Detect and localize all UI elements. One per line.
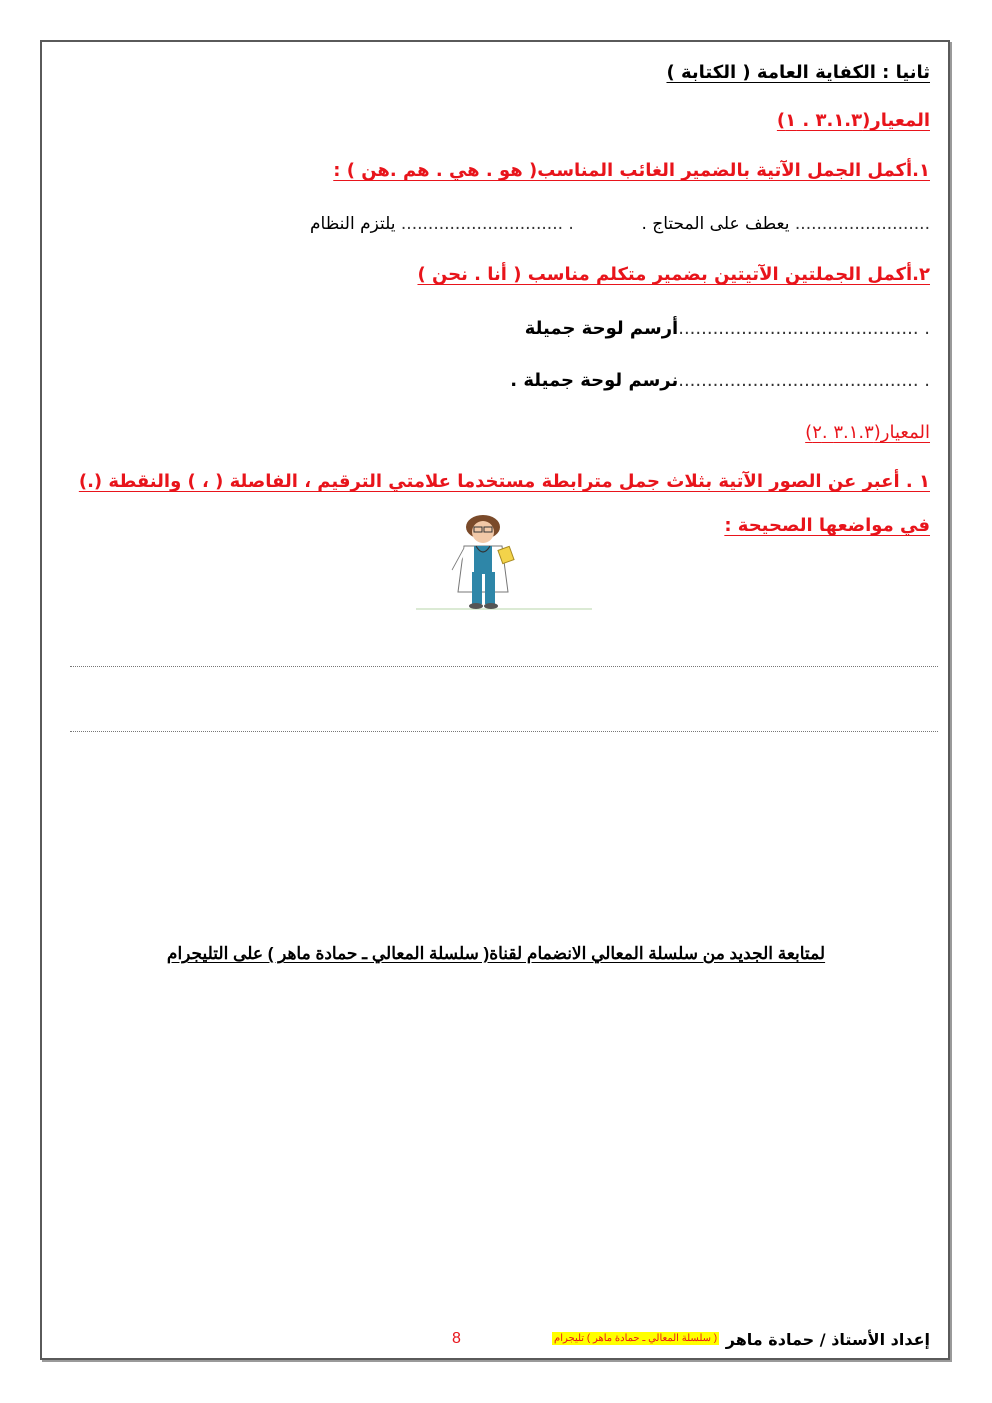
answer-1-row xyxy=(310,214,930,234)
sentence-2 xyxy=(510,370,930,391)
question-3-line-1: ١ . أعبر عن الصور الآتية بثلاث جمل مترابطة مستخدما علامتي الترقيم ، الفاصلة ( ، ) والنقطة (.) xyxy=(78,471,930,492)
section-title: ثانيا : الكفاية العامة ( الكتابة ) xyxy=(666,62,930,83)
criterion-1: المعيار(٣.١.٣ . ١) xyxy=(776,110,930,131)
sentence-1 xyxy=(525,318,930,339)
footer-author: إعداد الأستاذ / حمادة ماهر xyxy=(725,1330,930,1349)
answer-1a-text: يعطف على المحتاج . xyxy=(641,214,790,234)
answer-1-part-b xyxy=(310,214,574,234)
doctor-illustration xyxy=(416,512,594,612)
page-border xyxy=(40,40,950,1360)
blank-1a: ......................... xyxy=(794,214,930,234)
page-number: 8 xyxy=(452,1330,461,1347)
blank-1b: . .............................. xyxy=(400,214,574,234)
answer-1b-text: يلتزم النظام xyxy=(310,214,396,234)
footer-channel-badge: ( سلسلة المعالي ـ حمادة ماهر ) تليجرام xyxy=(554,1333,718,1344)
sentence-2-text: نرسم لوحة جميلة . xyxy=(510,370,679,391)
question-3-line-2: في مواضعها الصحيحة : xyxy=(724,515,930,536)
criterion-2: المعيار(٣.١.٣ .٢) xyxy=(805,422,930,443)
writing-line-2[interactable] xyxy=(70,731,938,732)
blank-2a: . .......................................... xyxy=(678,318,930,339)
telegram-note: لمتابعة الجديد من سلسلة المعالي الانضمام لقناة( سلسلة المعالي ـ حمادة ماهر ) على التليجرام xyxy=(166,944,826,963)
answer-1-part-a xyxy=(641,214,930,234)
question-2: ٢.أكمل الجملتين الآتيتين بضمير متكلم مناسب ( أنا . نحن ) xyxy=(417,264,930,285)
question-1: ١.أكمل الجمل الآتية بالضمير الغائب المناسب( هو . هي . هم .هن ) : xyxy=(333,160,930,181)
blank-2b: . .......................................... xyxy=(678,370,930,391)
writing-line-1[interactable] xyxy=(70,666,938,667)
sentence-1-text: أرسم لوحة جميلة xyxy=(524,318,679,339)
